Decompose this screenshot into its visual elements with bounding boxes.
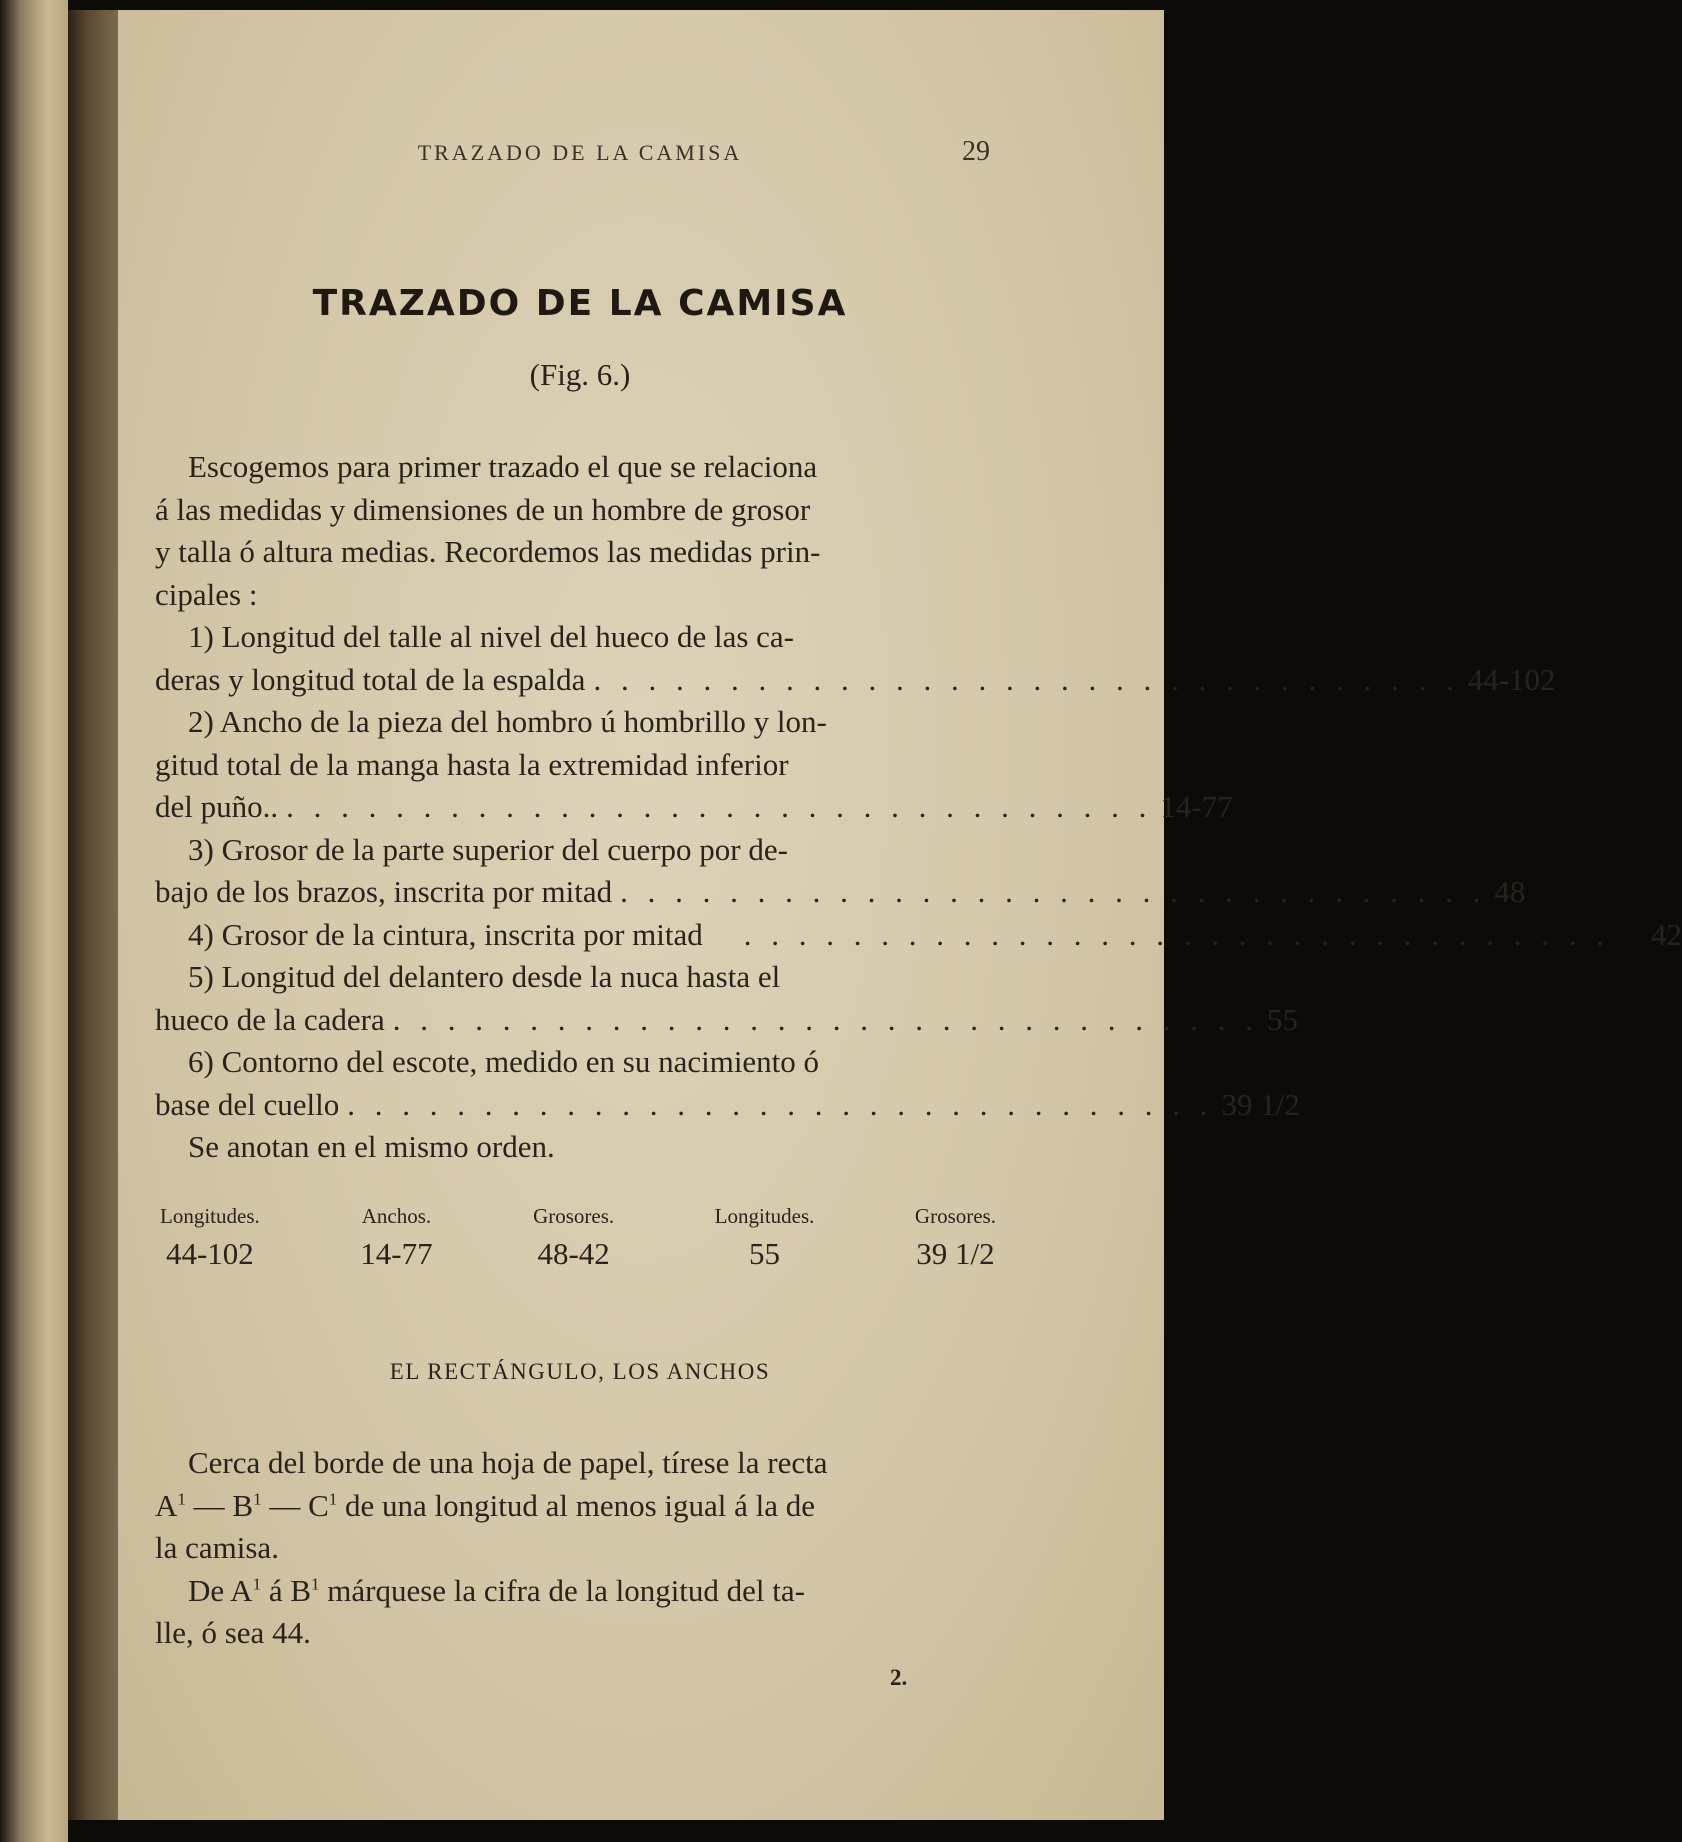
- intro-line: y talla ó altura medias. Recordemos las medidas prin-: [155, 534, 821, 569]
- closing-line: lle, ó sea 44.: [155, 1615, 311, 1650]
- book-edge: [0, 0, 68, 1842]
- measure-line: 3) Grosor de la parte superior del cuerpo por de-: [188, 831, 788, 867]
- intro-line: Escogemos para primer trazado el que se relaciona: [188, 449, 818, 484]
- summary-value: 44-102: [165, 1236, 254, 1271]
- summary-label: Grosores.: [533, 1204, 615, 1228]
- closing-line: De $A^1$ á $B^1$ márquese la cifra de la longitud del ta-: [188, 1572, 805, 1608]
- measure-value: 14-77: [1160, 789, 1233, 824]
- measure-line: gitud total de la manga hasta la extremidad inferior: [155, 746, 789, 782]
- measure-line: 1) Longitud del talle al nivel del hueco de las ca-: [188, 619, 794, 654]
- summary-label: Longitudes.: [714, 1204, 815, 1228]
- summary-column: [715, 1204, 815, 1272]
- measure-line: 4) Grosor de la cintura, inscrita por mitad . . . . . . . . . . . . . . . . . . . . . . . . . . . . . . . . 42: [155, 914, 1001, 957]
- measure-line: 2) Ancho de la pieza del hombro ú hombrillo y lon-: [188, 704, 827, 739]
- measure-line: 5) Longitud del delantero desde la nuca hasta el: [188, 959, 781, 994]
- measure-value: 48: [1494, 874, 1526, 909]
- figure-reference: (Fig. 6.): [529, 357, 631, 392]
- signature-mark: 2.: [890, 1665, 908, 1690]
- summary-label: Longitudes.: [160, 1204, 260, 1228]
- closing-text: [155, 1442, 1001, 1655]
- measure-line: hueco de la cadera . . . . . . . . . . . . . . . . . . . . . . . . . . . . . . . . 55: [155, 999, 1001, 1042]
- measure-line: 6) Contorno del escote, medido en su nacimiento ó: [188, 1044, 820, 1079]
- measure-line: bajo de los brazos, inscrita por mitad . . . . . . . . . . . . . . . . . . . . . . . . . . . . . . . . 48: [155, 871, 1001, 914]
- summary-value: 39 1/2: [916, 1236, 995, 1271]
- closing-line: la camisa.: [155, 1530, 279, 1565]
- summary-column: [533, 1204, 614, 1272]
- body-text: [155, 446, 1682, 1169]
- summary-label: Anchos.: [361, 1204, 432, 1228]
- measure-value: 44-102: [1467, 661, 1556, 697]
- summary-table: [160, 1204, 996, 1272]
- page-number: 29: [962, 136, 990, 167]
- closing-line: $A^1$ — $B^1$ — $C^1$ de una longitud al menos igual á la de: [155, 1487, 816, 1523]
- measure-value: 42: [1651, 916, 1682, 952]
- summary-column: [360, 1204, 432, 1272]
- intro-line: cipales :: [155, 576, 258, 612]
- summary-column: [915, 1204, 996, 1272]
- running-head: TRAZADO DE LA CAMISA: [417, 140, 743, 165]
- measure-value: 39 1/2: [1221, 1086, 1300, 1122]
- measure-line: del puño.. . . . . . . . . . . . . . . . . . . . . . . . . . . . . . . . . 14-77: [155, 786, 1001, 829]
- order-note: Se anotan en el mismo orden.: [188, 1129, 555, 1164]
- measure-line: deras y longitud total de la espalda . . . . . . . . . . . . . . . . . . . . . . . . . . . . . . . . 44-102: [155, 659, 1001, 702]
- summary-value: 14-77: [360, 1236, 433, 1271]
- intro-line: á las medidas y dimensiones de un hombre de grosor: [155, 491, 811, 527]
- page-title: TRAZADO DE LA CAMISA: [312, 283, 848, 324]
- summary-value: 48-42: [537, 1236, 610, 1271]
- summary-column: [160, 1204, 260, 1272]
- summary-label: Grosores.: [914, 1204, 996, 1228]
- summary-value: 55: [749, 1236, 781, 1271]
- measure-value: 55: [1267, 1001, 1299, 1037]
- scan-border-bottom: [68, 1820, 1210, 1842]
- closing-line: Cerca del borde de una hoja de papel, tírese la recta: [188, 1445, 828, 1480]
- measure-line: base del cuello . . . . . . . . . . . . . . . . . . . . . . . . . . . . . . . . 39 1/2: [155, 1084, 1001, 1127]
- section-heading: EL RECTÁNGULO, LOS ANCHOS: [389, 1359, 771, 1384]
- book-gutter: [68, 10, 118, 1835]
